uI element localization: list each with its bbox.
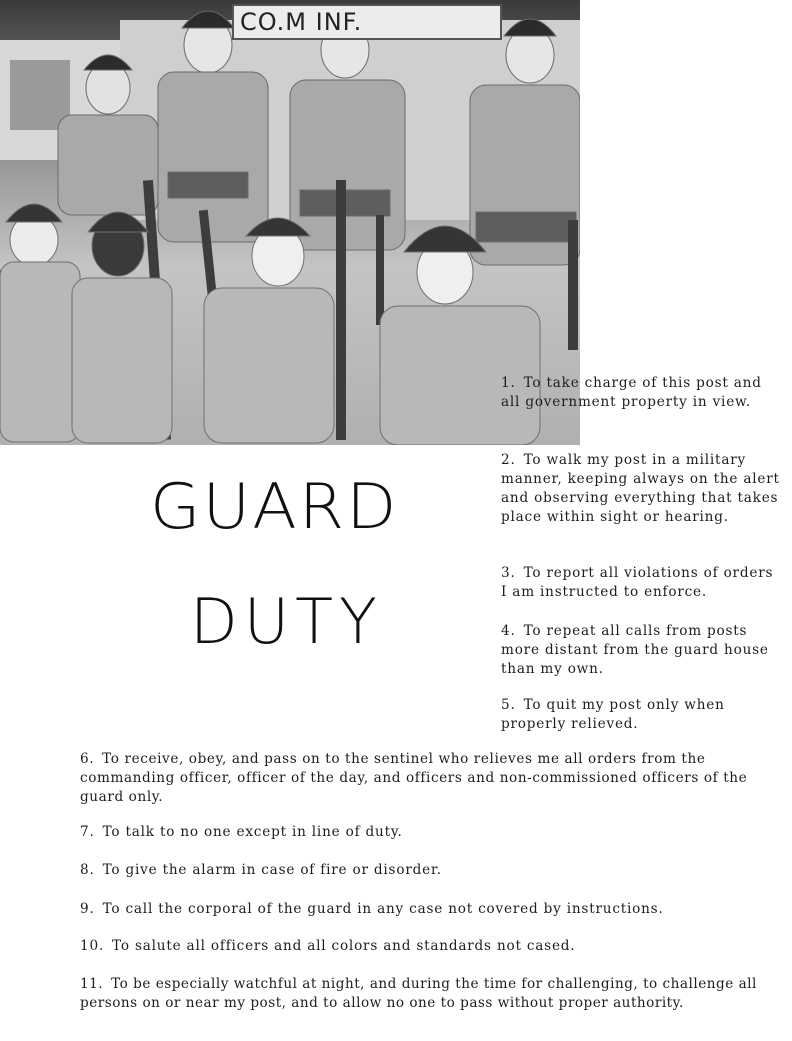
order-number: 9.	[80, 901, 95, 917]
order-item-1	[501, 374, 783, 412]
order-item-11	[80, 975, 786, 1013]
soldiers-photo-illustration	[0, 0, 580, 445]
heading-guard: GUARD	[150, 470, 399, 543]
order-text: To quit my post only when properly relieved.	[501, 697, 725, 732]
soldiers-photo	[0, 0, 580, 445]
order-number: 4.	[501, 623, 516, 639]
order-text: To give the alarm in case of fire or disorder.	[102, 862, 442, 878]
photo-sign: CO.M INF.	[232, 4, 502, 40]
order-item-4	[501, 622, 783, 679]
order-number: 10.	[80, 938, 105, 954]
order-number: 3.	[501, 565, 516, 581]
order-number: 7.	[80, 824, 95, 840]
order-number: 5.	[501, 697, 516, 713]
order-number: 2.	[501, 452, 516, 468]
order-item-10	[80, 937, 786, 956]
order-number: 6.	[80, 751, 95, 767]
order-text: To be especially watchful at night, and during the time for challenging, to challenge all persons on or near my post, and to allow no one to pass without proper authority.	[80, 976, 757, 1011]
order-item-5	[501, 696, 783, 734]
order-item-9	[80, 900, 786, 919]
order-text: To talk to no one except in line of duty.	[102, 824, 403, 840]
order-item-6	[80, 750, 786, 807]
order-item-3	[501, 564, 783, 602]
order-number: 11.	[80, 976, 104, 992]
order-text: To repeat all calls from posts more distant from the guard house than my own.	[501, 623, 769, 677]
order-text: To walk my post in a military manner, keeping always on the alert and observing everything that takes place within sight or hearing.	[501, 452, 780, 525]
order-text: To salute all officers and all colors and standards not cased.	[112, 938, 576, 954]
order-text: To call the corporal of the guard in any case not covered by instructions.	[102, 901, 664, 917]
order-text: To take charge of this post and all government property in view.	[501, 375, 762, 410]
order-text: To report all violations of orders I am instructed to enforce.	[501, 565, 774, 600]
order-item-8	[80, 861, 786, 880]
order-item-2	[501, 451, 783, 527]
order-text: To receive, obey, and pass on to the sentinel who relieves me all orders from the commanding officer, officer of the day, and officers and non-commissioned officers of the guard only.	[80, 751, 748, 805]
heading-duty: DUTY	[190, 585, 383, 658]
order-number: 1.	[501, 375, 516, 391]
order-item-7	[80, 823, 786, 842]
order-number: 8.	[80, 862, 95, 878]
